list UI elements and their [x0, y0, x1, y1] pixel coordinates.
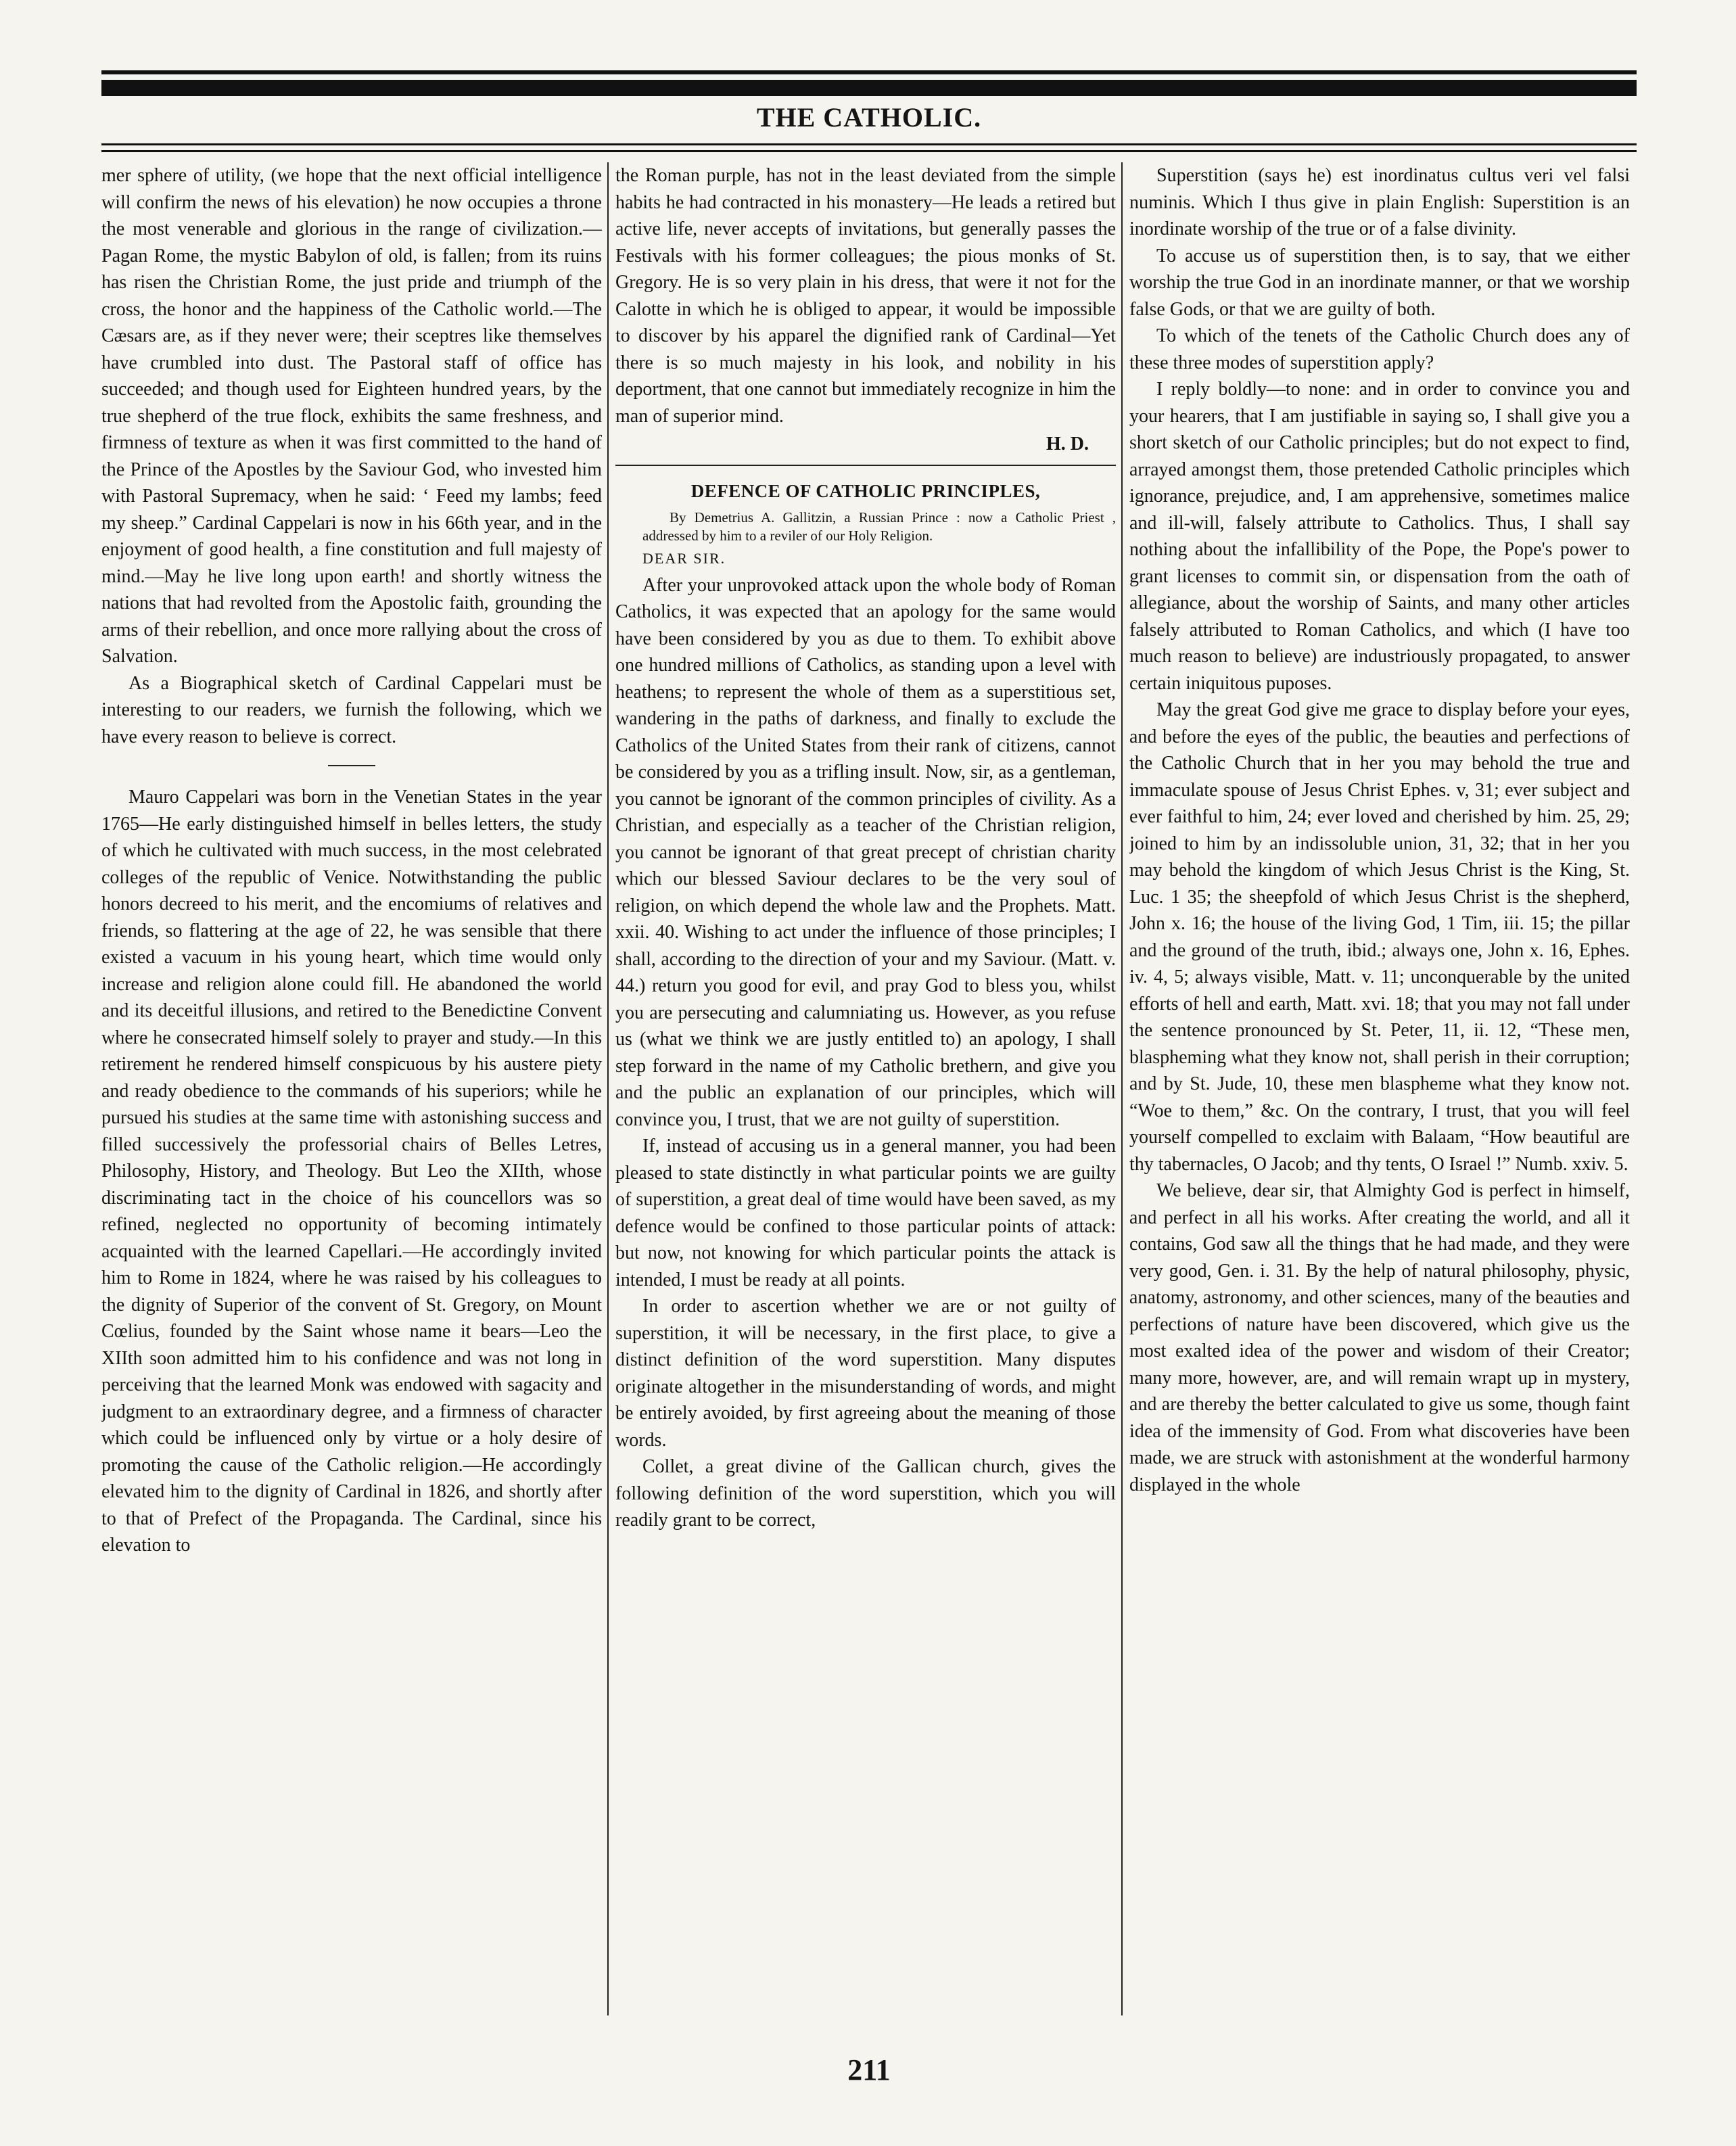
column-3	[1129, 162, 1630, 2015]
paragraph: If, instead of accusing us in a general manner, you had been pleased to state distinctly in what particular points we are guilty of superstition, a great deal of time would have been saved, as my defence would be confined to those particular points of attack: but now, not knowing for which particular points the attack is intended, I must be ready at all points.	[615, 1136, 1116, 1290]
header-rule	[101, 143, 1637, 145]
paragraph: We believe, dear sir, that Almighty God is perfect in himself, and perfect in all his works. After creating the world, and all it contains, God saw all the things that he had made, and they were very good, Gen. i. 31. By the help of natural philosophy, physic, anatomy, astronomy, and other sciences, many of the beauties and perfections of nature have been discovered, which give us the most exalted idea of the power and wisdom of their Creator; many more, however, are, and will remain wrapt up in mystery, and are thereby the better calculated to give us some, though faint idea of the immensity of God. From what discoveries have been made, we are struck with astonishment at the wonderful harmony displayed in the whole	[1129, 1180, 1630, 1495]
paragraph: I reply boldly—to none: and in order to convince you and your hearers, that I am justifiable in saying so, I shall give you a short sketch of our Catholic principles; but do not expect to find, arrayed amongst them, those pretended Catholic principles which ignorance, prejudice, and, I am apprehensive, sometimes malice and ill-will, falsely attribute to Catholics. Thus, I shall say nothing about the infallibility of the Pope, the Pope's power to grant licenses to commit sin, or dispensation from the oath of allegiance, about the worship of Saints, and many other articles falsely attributed to Roman Catholics, and which (I have too much reason to believe) are industriously propagated, to answer certain iniquitous puposes.	[1129, 379, 1630, 694]
section-title: DEFENCE OF CATHOLIC PRINCIPLES,	[690, 480, 1041, 501]
signature-text: H. D.	[1046, 434, 1089, 454]
paragraph: To which of the tenets of the Catholic Church does any of these three modes of superstition apply?	[1129, 325, 1630, 373]
column-divider	[607, 162, 609, 2015]
byline: By Demetrius A. Gallitzin, a Russian Prince : now a Catholic Priest , addressed by him to a reviler of our Holy Religion.	[642, 509, 1116, 544]
page-header-title: THE CATHOLIC.	[756, 102, 982, 133]
signature	[615, 431, 1116, 458]
header-rule	[101, 150, 1637, 152]
column-2	[615, 162, 1116, 2015]
page-number: 211	[847, 2053, 891, 2086]
salutation: DEAR SIR.	[642, 550, 726, 567]
paragraph: After your unprovoked attack upon the whole body of Roman Catholics, it was expected that an apology for the same would have been considered by you as due to them. To exhibit above one hundred millions of Catholics, as standing upon a level with heathens; to represent the whole of them as a superstitious set, wandering in the paths of darkness, and finally to exclude the Catholics of the United States from their rank of citizens, cannot be considered by you as a trifling insult. Now, sir, as a gentleman, you cannot be ignorant of the common principles of civility. As a Christian, and especially as a teacher of the Christian religion, you cannot be ignorant of that great precept of christian charity which our blessed Saviour declares to be the very soul of religion, on which depend the whole law and the Prophets. Matt. xxii. 40. Wishing to act under the influence of those principles; I shall, according to the direction of your and my Saviour. (Matt. v. 44.) return you good for evil, and pray God to bless you, whilst you are persecuting and calumniating us. However, as you refuse us (what we think we are justly entitled to) an apology, I shall step forward in the name of my Catholic brethern, and give you and the public an explanation of our principles, which will convince you, I trust, that we are not guilty of superstition.	[615, 574, 1116, 1130]
paragraph: To accuse us of superstition then, is to say, that we either worship the true God in an inordinate manner, or that we worship false Gods, or that we are guilty of both.	[1129, 245, 1630, 320]
section-rule	[615, 465, 1116, 466]
paragraph: Mauro Cappelari was born in the Venetian States in the year 1765—He early distinguished himself in belles letters, the study of which he cultivated with much success, in the most celebrated colleges of the republic of Venice. Notwithstanding the public honors decreed to his merit, and the encomiums of relatives and friends, so flattering at the age of 22, he was sensible that there existed a vacuum in his young heart, which time would only increase and religion alone could fill. He abandoned the world and its deceitful illusions, and retired to the Benedictine Convent where he consecrated himself solely to prayer and study.—In this retirement he rendered himself conspicuous by his austere piety and ready obedience to the commands of his superiors; while he pursued his studies at the same time with astonishing success and filled successively the professorial chairs of Belles Letres, Philosophy, History, and Theology. But Leo the XIIth, whose discriminating tact in the choice of his councellors was so refined, neglected no opportunity of becoming intimately acquainted with the learned Capellari.—He accordingly invited him to Rome in 1824, where he was raised by his colleagues to the dignity of Superior of the convent of St. Gregory, on Mount Cœlius, founded by the Saint whose name it bears—Leo the XIIth soon admitted him to his confidence and was not long in perceiving that the learned Monk was endowed with sagacity and judgment to an extraordinary degree, and a firmness of character which could be influenced only by virtue or a holy desire of promoting the cause of the Catholic religion.—He accordingly elevated him to the dignity of Cardinal in 1826, and shortly after to that of Prefect of the Propaganda. The Cardinal, since his elevation to	[101, 787, 602, 1556]
paragraph: Collet, a great divine of the Gallican church, gives the following definition of the word superstition, which you will readily grant to be correct,	[615, 1456, 1116, 1531]
paragraph: May the great God give me grace to display before your eyes, and before the eyes of the public, the beauties and perfections of the Catholic Church that in her you may behold the true and immaculate spouse of Jesus Christ Ephes. v, 31; ever subject and ever faithful to him, 24; ever loved and cherished by him. 25, 29; joined to him by an indissoluble union, 31, 32; that in her you may behold the kingdom of which Jesus Christ is the King, St. Luc. 1 35; the sheepfold of which Jesus Christ is the shepherd, John x. 16; the house of the living God, 1 Tim, iii. 15; the pillar and the ground of the truth, ibid.; always one, John x. 16, Ephes. iv. 4, 5; always visible, Matt. v. 11; unconquerable by the united efforts of hell and earth, Matt. xvi. 18; that you may not fall under the sentence pronounced by St. Peter, 11, ii. 12, “These men, blaspheming what they know not, shall perish in their corruption; and by St. Jude, 10, these men blaspheme what they know not. “Woe to them,” &c. On the contrary, I trust, that you will feel yourself compelled to exclaim with Balaam, “How beautiful are thy tabernacles, O Jacob; and thy tents, O Israel !” Numb. xxiv. 5.	[1129, 699, 1630, 1175]
separator-rule	[328, 765, 375, 766]
paragraph: In order to ascertion whether we are or not guilty of superstition, it will be necessary, in the first place, to give a distinct definition of the word superstition. Many disputes originate altogether in the misunderstanding of words, and might be entirely avoided, by first agreeing about the meaning of those words.	[615, 1296, 1116, 1451]
paragraph: As a Biographical sketch of Cardinal Cappelari must be interesting to our readers, we furnish the following, which we have every reason to believe is correct.	[101, 672, 602, 747]
column-divider	[1121, 162, 1123, 2015]
masthead-thick-rule	[101, 80, 1637, 96]
paragraph: the Roman purple, has not in the least deviated from the simple habits he had contracted in his monastery—He leads a retired but active life, never accepts of invitations, but generally passes the Festivals with his former colleagues; the pious monks of St. Gregory. He is so very plain in his dress, that were it not for the Calotte in which he is obliged to appear, it would be impossible to discover by his apparel the dignified rank of Cardinal—Yet there is so much majesty in his look, and nobility in his deportment, that one cannot but immediately recognize in him the man of superior mind.	[615, 165, 1116, 427]
paragraph: mer sphere of utility, (we hope that the next official intelligence will confirm the news of his elevation) he now occupies a throne the most venerable and glorious in the range of civilization.—Pagan Rome, the mystic Babylon of old, is fallen; from its ruins has risen the Christian Rome, the just pride and triumph of the cross, the honor and the happiness of the Catholic world.—The Cæsars are, as if they never were; their sceptres like themselves have crumbled into dust. The Pastoral staff of office has succeeded; and though used for Eighteen hundred years, by the true shepherd of the true flock, exhibits the same freshness, and firmness of texture as when it was first committed to the hand of the Prince of the Apostles by the Saviour God, who invested him with Pastoral Supremacy, when he said: ‘ Feed my lambs; feed my sheep.” Cardinal Cappelari is now in his 66th year, and in the enjoyment of good health, a fine constitution and full majesty of mind.—May he live long upon earth! and shortly witness the nations that had revolted from the Apostolic faith, grounding the arms of their rebellion, and once more rallying about the cross of Salvation.	[101, 165, 602, 667]
paragraph: Superstition (says he) est inordinatus cultus veri vel falsi numinis. Which I thus give in plain English: Superstition is an inordinate worship of the true or of a false divinity.	[1129, 165, 1630, 239]
masthead-thin-rule	[101, 70, 1637, 74]
column-1	[101, 162, 602, 2015]
